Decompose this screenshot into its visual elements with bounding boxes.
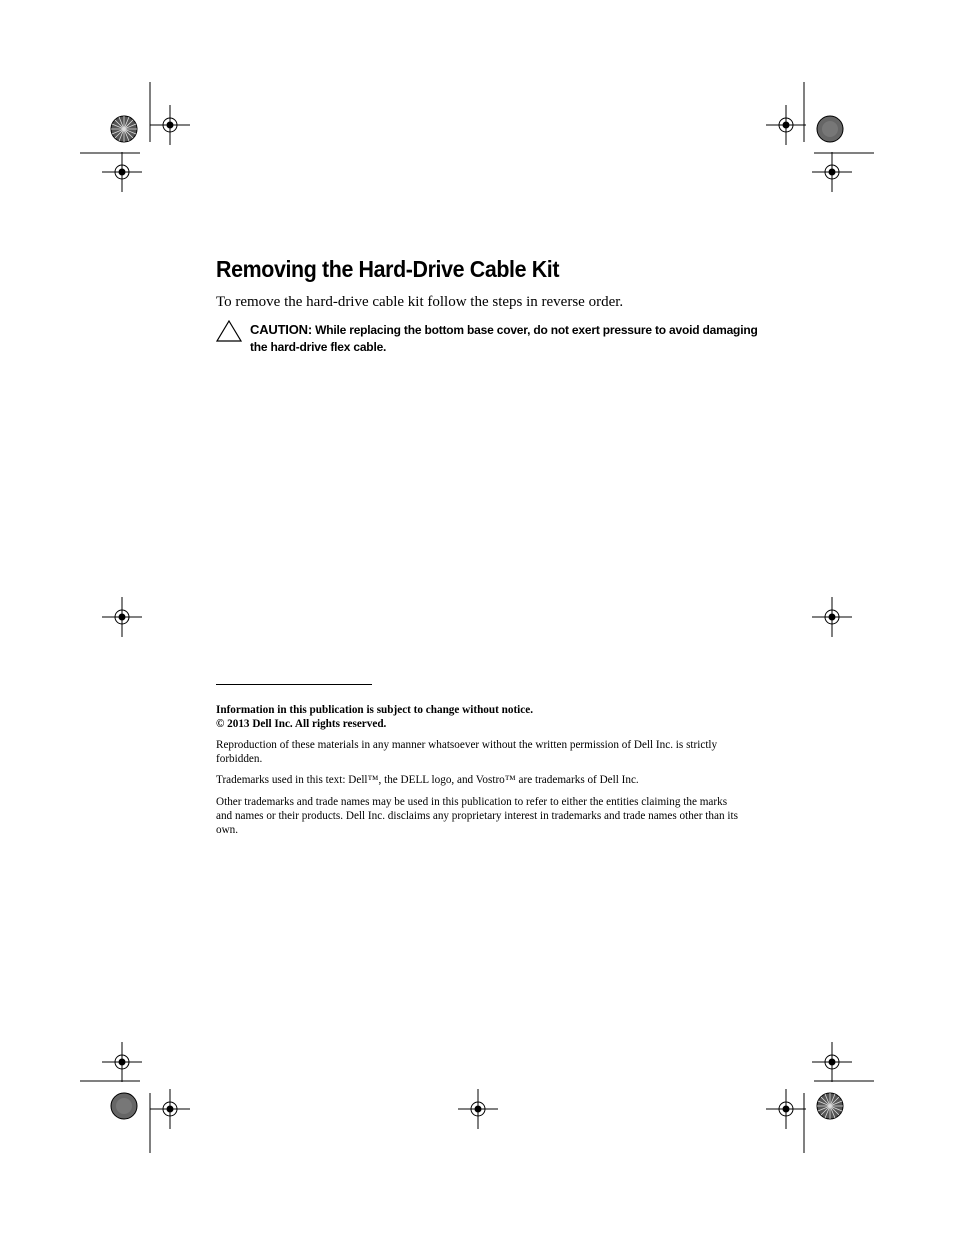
color-wheel-icon — [816, 115, 844, 143]
caution-note — [250, 321, 770, 356]
other-trademarks-paragraph: Other trademarks and trade names may be used in this publication to refer to either the entities claiming the marks and names or their products. Dell Inc. disclaims any proprietary interest in trademarks and trade names other than its own. — [216, 796, 738, 836]
color-wheel-icon — [816, 1092, 844, 1120]
color-wheel-icon — [110, 1092, 138, 1120]
caution-label: CAUTION: — [250, 322, 312, 337]
trademarks-paragraph: Trademarks used in this text: Dell™, the DELL logo, and Vostro™ are trademarks of Dell Inc. — [216, 774, 639, 786]
legal-notice — [216, 703, 741, 731]
color-wheel-icon — [110, 115, 138, 143]
copyright-line: © 2013 Dell Inc. All rights reserved. — [216, 718, 387, 730]
intro-text: To remove the hard-drive cable kit follow the steps in reverse order. — [216, 294, 624, 310]
page-title: Removing the Hard-Drive Cable Kit — [216, 256, 560, 282]
caution-triangle-icon — [216, 320, 242, 347]
caution-message: While replacing the bottom base cover, do not exert pressure to avoid damaging the hard-drive flex cable. — [250, 323, 758, 354]
reproduction-paragraph: Reproduction of these materials in any manner whatsoever without the written permission of Dell Inc. is strictly forbidden. — [216, 739, 718, 765]
notice-line-1: Information in this publication is subject to change without notice. — [216, 704, 534, 716]
footnote-divider — [216, 684, 372, 685]
